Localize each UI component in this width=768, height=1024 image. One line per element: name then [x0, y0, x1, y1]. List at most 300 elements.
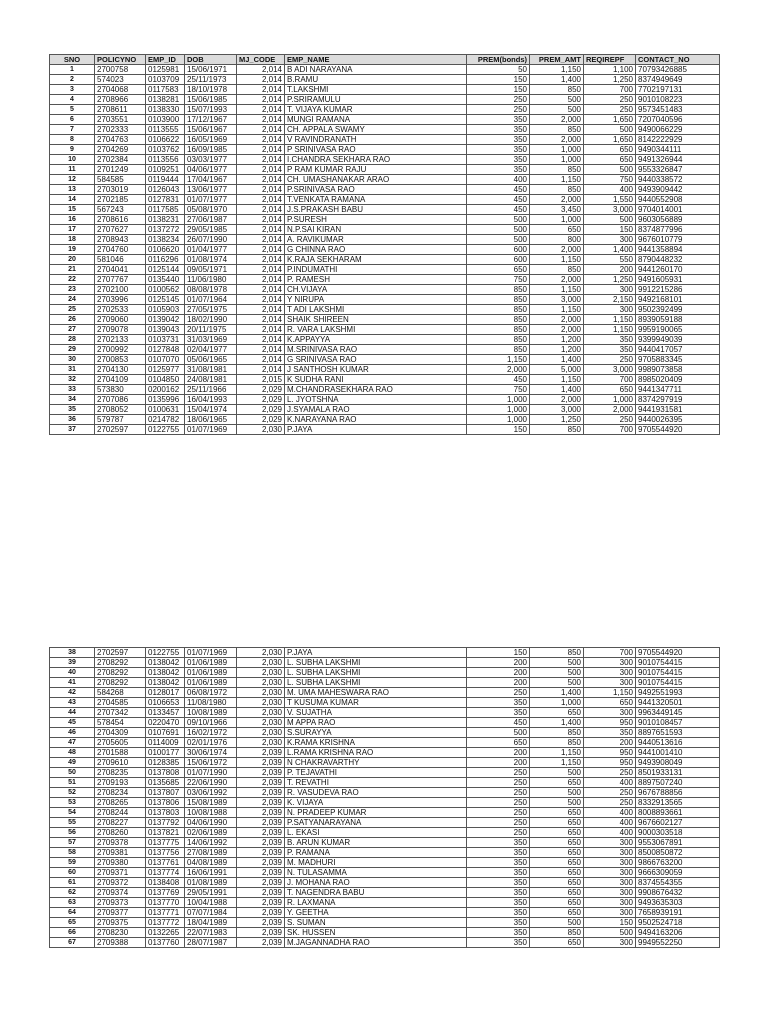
- dob-cell: 01/06/1989: [185, 678, 237, 688]
- table-row: [50, 275, 720, 285]
- prem-amt-cell: 2,000: [530, 275, 584, 285]
- contact-no-cell: 9441320501: [636, 698, 720, 708]
- emp-id-cell: 0125145: [146, 295, 185, 305]
- mj-code-cell: 2,014: [237, 75, 285, 85]
- emp-name-cell: J.SYAMALA RAO: [285, 405, 467, 415]
- contact-no-cell: 9440513616: [636, 738, 720, 748]
- prem-bonds-cell: 500: [467, 225, 530, 235]
- reqirepf-cell: 500: [584, 125, 636, 135]
- table-row: [50, 215, 720, 225]
- emp-name-cell: J. MOHANA RAO: [285, 878, 467, 888]
- emp-name-cell: V. SUJATHA: [285, 708, 467, 718]
- table-row: [50, 365, 720, 375]
- column-header-contact-no: CONTACT_NO: [636, 55, 720, 65]
- prem-bonds-cell: 850: [467, 285, 530, 295]
- emp-id-cell: 0104850: [146, 375, 185, 385]
- contact-no-cell: 9493909442: [636, 185, 720, 195]
- contact-no-cell: 9441358894: [636, 245, 720, 255]
- emp-name-cell: N.P.SAI KIRAN: [285, 225, 467, 235]
- contact-no-cell: 8374949649: [636, 75, 720, 85]
- sno-cell: 50: [50, 768, 95, 778]
- emp-name-cell: CH. UMASHANAKAR ARAO: [285, 175, 467, 185]
- table-row: [50, 375, 720, 385]
- prem-bonds-cell: 450: [467, 205, 530, 215]
- sno-cell: 44: [50, 708, 95, 718]
- emp-name-cell: SK. HUSSEN: [285, 928, 467, 938]
- prem-amt-cell: 1,000: [530, 215, 584, 225]
- prem-bonds-cell: 500: [467, 235, 530, 245]
- reqirepf-cell: 1,650: [584, 115, 636, 125]
- emp-name-cell: T. VIJAYA KUMAR: [285, 105, 467, 115]
- dob-cell: 01/07/1964: [185, 295, 237, 305]
- emp-name-cell: L. SUBHA LAKSHMI: [285, 658, 467, 668]
- emp-name-cell: R. LAXMANA: [285, 898, 467, 908]
- table-row: [50, 95, 720, 105]
- table-row: [50, 345, 720, 355]
- emp-name-cell: P. TEJAVATHI: [285, 768, 467, 778]
- mj-code-cell: 2,014: [237, 225, 285, 235]
- prem-amt-cell: 2,000: [530, 115, 584, 125]
- prem-bonds-cell: 450: [467, 718, 530, 728]
- policyno-cell: 2702533: [95, 305, 146, 315]
- policyno-cell: 584268: [95, 688, 146, 698]
- reqirepf-cell: 1,150: [584, 688, 636, 698]
- column-header-sno: SNO: [50, 55, 95, 65]
- reqirepf-cell: 2,150: [584, 295, 636, 305]
- prem-amt-cell: 1,150: [530, 375, 584, 385]
- sno-cell: 23: [50, 285, 95, 295]
- prem-amt-cell: 500: [530, 95, 584, 105]
- table-row: [50, 698, 720, 708]
- emp-name-cell: P.SATYANARAYANA: [285, 818, 467, 828]
- sno-cell: 38: [50, 648, 95, 658]
- emp-id-cell: 0128017: [146, 688, 185, 698]
- policyno-cell: 2702597: [95, 648, 146, 658]
- mj-code-cell: 2,014: [237, 265, 285, 275]
- sno-cell: 22: [50, 275, 95, 285]
- contact-no-cell: 9676010779: [636, 235, 720, 245]
- policyno-cell: 2702100: [95, 285, 146, 295]
- contact-no-cell: 8501933131: [636, 768, 720, 778]
- reqirepf-cell: 650: [584, 385, 636, 395]
- prem-amt-cell: 500: [530, 788, 584, 798]
- table-row: [50, 748, 720, 758]
- dob-cell: 10/04/1988: [185, 898, 237, 908]
- emp-id-cell: 0117585: [146, 205, 185, 215]
- dob-cell: 04/06/1990: [185, 818, 237, 828]
- policyno-cell: 2709372: [95, 878, 146, 888]
- table-row: [50, 738, 720, 748]
- dob-cell: 10/08/1989: [185, 708, 237, 718]
- mj-code-cell: 2,014: [237, 125, 285, 135]
- mj-code-cell: 2,014: [237, 235, 285, 245]
- prem-amt-cell: 1,150: [530, 175, 584, 185]
- table-row: [50, 325, 720, 335]
- mj-code-cell: 2,014: [237, 135, 285, 145]
- mj-code-cell: 2,039: [237, 868, 285, 878]
- emp-id-cell: 0137806: [146, 798, 185, 808]
- reqirepf-cell: 200: [584, 738, 636, 748]
- dob-cell: 01/07/1969: [185, 648, 237, 658]
- prem-bonds-cell: 350: [467, 868, 530, 878]
- dob-cell: 07/07/1984: [185, 908, 237, 918]
- emp-id-cell: 0132265: [146, 928, 185, 938]
- contact-no-cell: 70793426885: [636, 65, 720, 75]
- dob-cell: 13/06/1977: [185, 185, 237, 195]
- mj-code-cell: 2,039: [237, 798, 285, 808]
- mj-code-cell: 2,029: [237, 395, 285, 405]
- contact-no-cell: 9441347711: [636, 385, 720, 395]
- prem-bonds-cell: 350: [467, 155, 530, 165]
- prem-bonds-cell: 250: [467, 788, 530, 798]
- reqirepf-cell: 700: [584, 425, 636, 435]
- contact-no-cell: 8985020409: [636, 375, 720, 385]
- emp-name-cell: M.CHANDRASEKHARA RAO: [285, 385, 467, 395]
- reqirepf-cell: 500: [584, 165, 636, 175]
- sno-cell: 34: [50, 395, 95, 405]
- dob-cell: 09/05/1971: [185, 265, 237, 275]
- sno-cell: 57: [50, 838, 95, 848]
- mj-code-cell: 2,030: [237, 738, 285, 748]
- policyno-cell: 2707086: [95, 395, 146, 405]
- contact-no-cell: 8897651593: [636, 728, 720, 738]
- contact-no-cell: 9491605931: [636, 275, 720, 285]
- policyno-cell: 2708230: [95, 928, 146, 938]
- prem-amt-cell: 650: [530, 888, 584, 898]
- emp-name-cell: P.SRINIVASA RAO: [285, 185, 467, 195]
- mj-code-cell: 2,014: [237, 335, 285, 345]
- prem-bonds-cell: 350: [467, 838, 530, 848]
- sno-cell: 26: [50, 315, 95, 325]
- table-row: [50, 105, 720, 115]
- dob-cell: 22/07/1983: [185, 928, 237, 938]
- sno-cell: 19: [50, 245, 95, 255]
- reqirepf-cell: 300: [584, 668, 636, 678]
- dob-cell: 01/07/1969: [185, 425, 237, 435]
- contact-no-cell: 9573451483: [636, 105, 720, 115]
- prem-amt-cell: 850: [530, 265, 584, 275]
- dob-cell: 25/11/1966: [185, 385, 237, 395]
- reqirepf-cell: 250: [584, 355, 636, 365]
- emp-name-cell: L.RAMA KRISHNA RAO: [285, 748, 467, 758]
- mj-code-cell: 2,039: [237, 758, 285, 768]
- contact-no-cell: 9704014001: [636, 205, 720, 215]
- policyno-cell: 2708292: [95, 668, 146, 678]
- reqirepf-cell: 700: [584, 375, 636, 385]
- contact-no-cell: 9010108223: [636, 95, 720, 105]
- reqirepf-cell: 700: [584, 85, 636, 95]
- mj-code-cell: 2,039: [237, 818, 285, 828]
- table-row: [50, 155, 720, 165]
- prem-bonds-cell: 200: [467, 748, 530, 758]
- sno-cell: 18: [50, 235, 95, 245]
- reqirepf-cell: 350: [584, 335, 636, 345]
- emp-id-cell: 0135440: [146, 275, 185, 285]
- prem-amt-cell: 1,400: [530, 355, 584, 365]
- table-row: [50, 858, 720, 868]
- mj-code-cell: 2,014: [237, 165, 285, 175]
- sno-cell: 52: [50, 788, 95, 798]
- mj-code-cell: 2,030: [237, 648, 285, 658]
- prem-bonds-cell: 350: [467, 928, 530, 938]
- emp-name-cell: T.VENKATA RAMANA: [285, 195, 467, 205]
- prem-amt-cell: 1,150: [530, 758, 584, 768]
- mj-code-cell: 2,039: [237, 848, 285, 858]
- sno-cell: 55: [50, 818, 95, 828]
- sno-cell: 45: [50, 718, 95, 728]
- dob-cell: 28/07/1987: [185, 938, 237, 948]
- emp-id-cell: 0119444: [146, 175, 185, 185]
- mj-code-cell: 2,014: [237, 275, 285, 285]
- mj-code-cell: 2,030: [237, 425, 285, 435]
- table-row: [50, 295, 720, 305]
- reqirepf-cell: 400: [584, 808, 636, 818]
- sno-cell: 21: [50, 265, 95, 275]
- prem-bonds-cell: 1,000: [467, 415, 530, 425]
- table-row: [50, 175, 720, 185]
- emp-name-cell: K. VIJAYA: [285, 798, 467, 808]
- prem-amt-cell: 1,000: [530, 698, 584, 708]
- prem-amt-cell: 3,450: [530, 205, 584, 215]
- reqirepf-cell: 500: [584, 928, 636, 938]
- prem-bonds-cell: 750: [467, 275, 530, 285]
- contact-no-cell: 9493635303: [636, 898, 720, 908]
- mj-code-cell: 2,030: [237, 718, 285, 728]
- mj-code-cell: 2,030: [237, 668, 285, 678]
- sno-cell: 4: [50, 95, 95, 105]
- table-row: [50, 758, 720, 768]
- table-row: [50, 255, 720, 265]
- prem-bonds-cell: 450: [467, 185, 530, 195]
- contact-no-cell: 9908676432: [636, 888, 720, 898]
- mj-code-cell: 2,014: [237, 215, 285, 225]
- contact-no-cell: 9441001410: [636, 748, 720, 758]
- emp-name-cell: P.JAYA: [285, 648, 467, 658]
- prem-amt-cell: 2,000: [530, 395, 584, 405]
- dob-cell: 14/06/1992: [185, 838, 237, 848]
- policyno-cell: 2704585: [95, 698, 146, 708]
- prem-amt-cell: 1,400: [530, 385, 584, 395]
- policyno-cell: 2702384: [95, 155, 146, 165]
- column-header-prem-amt: PREM_AMT: [530, 55, 584, 65]
- emp-id-cell: 0125144: [146, 265, 185, 275]
- table-row: [50, 245, 720, 255]
- emp-id-cell: 0135996: [146, 395, 185, 405]
- sno-cell: 54: [50, 808, 95, 818]
- sno-cell: 27: [50, 325, 95, 335]
- prem-bonds-cell: 850: [467, 295, 530, 305]
- reqirepf-cell: 300: [584, 235, 636, 245]
- reqirepf-cell: 400: [584, 185, 636, 195]
- prem-amt-cell: 850: [530, 928, 584, 938]
- prem-bonds-cell: 200: [467, 678, 530, 688]
- emp-name-cell: Y NIRUPA: [285, 295, 467, 305]
- policyno-cell: 2708260: [95, 828, 146, 838]
- contact-no-cell: 9705544920: [636, 648, 720, 658]
- table-row: [50, 768, 720, 778]
- reqirepf-cell: 950: [584, 718, 636, 728]
- reqirepf-cell: 300: [584, 898, 636, 908]
- prem-amt-cell: 850: [530, 165, 584, 175]
- emp-id-cell: 0106622: [146, 135, 185, 145]
- emp-name-cell: K.NARAYANA RAO: [285, 415, 467, 425]
- sno-cell: 43: [50, 698, 95, 708]
- policyno-cell: 2702133: [95, 335, 146, 345]
- prem-amt-cell: 2,000: [530, 135, 584, 145]
- prem-amt-cell: 850: [530, 425, 584, 435]
- mj-code-cell: 2,014: [237, 365, 285, 375]
- mj-code-cell: 2,039: [237, 878, 285, 888]
- sno-cell: 9: [50, 145, 95, 155]
- policyno-cell: 2709375: [95, 918, 146, 928]
- column-header-reqirepf: REQIREPF: [584, 55, 636, 65]
- policyno-cell: 2709388: [95, 938, 146, 948]
- table-row: [50, 938, 720, 948]
- reqirepf-cell: 950: [584, 758, 636, 768]
- prem-bonds-cell: 50: [467, 65, 530, 75]
- table-row: [50, 185, 720, 195]
- sno-cell: 31: [50, 365, 95, 375]
- table-row: [50, 778, 720, 788]
- reqirepf-cell: 400: [584, 828, 636, 838]
- emp-id-cell: 0138234: [146, 235, 185, 245]
- prem-amt-cell: 500: [530, 668, 584, 678]
- contact-no-cell: 9963449145: [636, 708, 720, 718]
- dob-cell: 17/04/1967: [185, 175, 237, 185]
- mj-code-cell: 2,014: [237, 315, 285, 325]
- sno-cell: 35: [50, 405, 95, 415]
- emp-name-cell: P. RAMANA: [285, 848, 467, 858]
- policyno-cell: 2709060: [95, 315, 146, 325]
- prem-bonds-cell: 750: [467, 385, 530, 395]
- prem-bonds-cell: 150: [467, 75, 530, 85]
- prem-amt-cell: 800: [530, 235, 584, 245]
- table-row: [50, 355, 720, 365]
- mj-code-cell: 2,039: [237, 938, 285, 948]
- prem-bonds-cell: 250: [467, 95, 530, 105]
- emp-id-cell: 0137775: [146, 838, 185, 848]
- prem-bonds-cell: 250: [467, 808, 530, 818]
- emp-id-cell: 0113555: [146, 125, 185, 135]
- sno-cell: 13: [50, 185, 95, 195]
- contact-no-cell: 9441931581: [636, 405, 720, 415]
- dob-cell: 31/08/1981: [185, 365, 237, 375]
- emp-id-cell: 0100631: [146, 405, 185, 415]
- policyno-cell: 2701588: [95, 748, 146, 758]
- prem-amt-cell: 850: [530, 125, 584, 135]
- prem-amt-cell: 1,150: [530, 285, 584, 295]
- emp-id-cell: 0214782: [146, 415, 185, 425]
- prem-amt-cell: 650: [530, 908, 584, 918]
- policyno-cell: 2707767: [95, 275, 146, 285]
- reqirepf-cell: 250: [584, 768, 636, 778]
- sno-cell: 24: [50, 295, 95, 305]
- contact-no-cell: 9492551993: [636, 688, 720, 698]
- sno-cell: 59: [50, 858, 95, 868]
- reqirepf-cell: 300: [584, 838, 636, 848]
- emp-name-cell: S.SURAYYA: [285, 728, 467, 738]
- emp-id-cell: 0103762: [146, 145, 185, 155]
- policyno-cell: 2704041: [95, 265, 146, 275]
- mj-code-cell: 2,014: [237, 305, 285, 315]
- reqirepf-cell: 1,550: [584, 195, 636, 205]
- dob-cell: 29/05/1991: [185, 888, 237, 898]
- emp-id-cell: 0138281: [146, 95, 185, 105]
- emp-id-cell: 0116296: [146, 255, 185, 265]
- dob-cell: 27/05/1975: [185, 305, 237, 315]
- prem-amt-cell: 650: [530, 858, 584, 868]
- mj-code-cell: 2,015: [237, 375, 285, 385]
- mj-code-cell: 2,014: [237, 65, 285, 75]
- mj-code-cell: 2,014: [237, 325, 285, 335]
- dob-cell: 18/06/1965: [185, 415, 237, 425]
- table-row: [50, 648, 720, 658]
- mj-code-cell: 2,030: [237, 688, 285, 698]
- emp-id-cell: 0137792: [146, 818, 185, 828]
- mj-code-cell: 2,014: [237, 245, 285, 255]
- prem-bonds-cell: 350: [467, 848, 530, 858]
- prem-amt-cell: 1,400: [530, 718, 584, 728]
- reqirepf-cell: 250: [584, 105, 636, 115]
- contact-no-cell: 9666309059: [636, 868, 720, 878]
- sno-cell: 14: [50, 195, 95, 205]
- policy-table-bottom: [49, 647, 720, 948]
- sno-cell: 42: [50, 688, 95, 698]
- emp-name-cell: M. MADHURI: [285, 858, 467, 868]
- table-row: [50, 848, 720, 858]
- emp-id-cell: 0125977: [146, 365, 185, 375]
- table-row: [50, 818, 720, 828]
- policyno-cell: 2709374: [95, 888, 146, 898]
- table-row: [50, 918, 720, 928]
- table-row: [50, 878, 720, 888]
- mj-code-cell: 2,014: [237, 105, 285, 115]
- mj-code-cell: 2,039: [237, 768, 285, 778]
- emp-name-cell: B ADI NARAYANA: [285, 65, 467, 75]
- prem-bonds-cell: 350: [467, 888, 530, 898]
- emp-name-cell: P. RAMESH: [285, 275, 467, 285]
- table-row: [50, 335, 720, 345]
- prem-amt-cell: 650: [530, 898, 584, 908]
- table-row: [50, 315, 720, 325]
- reqirepf-cell: 250: [584, 95, 636, 105]
- table-row: [50, 898, 720, 908]
- sno-cell: 51: [50, 778, 95, 788]
- mj-code-cell: 2,029: [237, 385, 285, 395]
- emp-name-cell: K SUDHA RANI: [285, 375, 467, 385]
- contact-no-cell: 9676788856: [636, 788, 720, 798]
- sno-cell: 67: [50, 938, 95, 948]
- prem-amt-cell: 1,400: [530, 688, 584, 698]
- emp-id-cell: 0128385: [146, 758, 185, 768]
- dob-cell: 26/07/1990: [185, 235, 237, 245]
- contact-no-cell: 8374554355: [636, 878, 720, 888]
- prem-amt-cell: 500: [530, 658, 584, 668]
- dob-cell: 17/12/1967: [185, 115, 237, 125]
- dob-cell: 01/07/1977: [185, 195, 237, 205]
- sno-cell: 66: [50, 928, 95, 938]
- table-row: [50, 425, 720, 435]
- prem-bonds-cell: 250: [467, 798, 530, 808]
- contact-no-cell: 9502392499: [636, 305, 720, 315]
- emp-id-cell: 0137772: [146, 918, 185, 928]
- dob-cell: 15/06/1972: [185, 758, 237, 768]
- reqirepf-cell: 150: [584, 918, 636, 928]
- sno-cell: 6: [50, 115, 95, 125]
- policyno-cell: 2708244: [95, 808, 146, 818]
- contact-no-cell: 9440552908: [636, 195, 720, 205]
- emp-id-cell: 0137803: [146, 808, 185, 818]
